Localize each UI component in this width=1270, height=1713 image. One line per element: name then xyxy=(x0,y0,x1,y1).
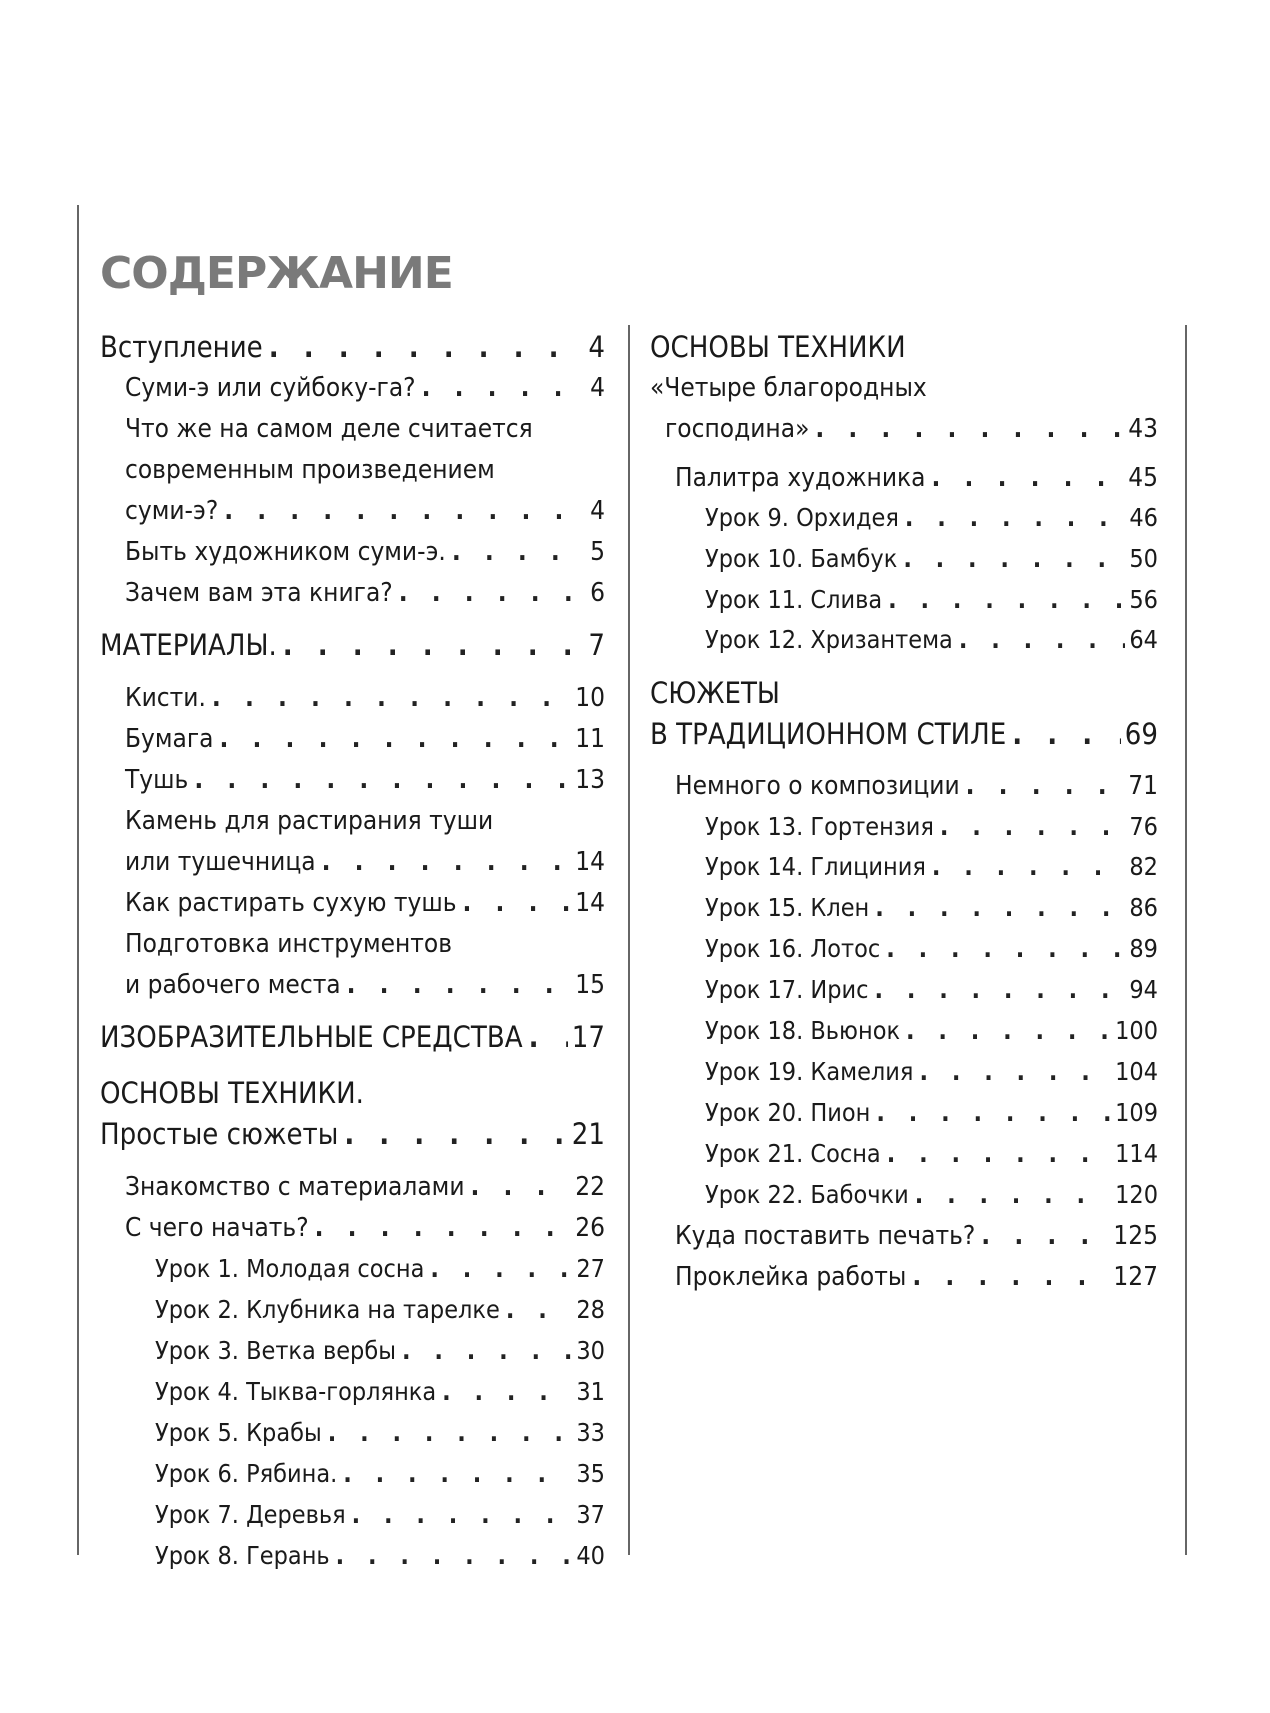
toc-entry-title: Немного о композиции xyxy=(675,771,960,801)
toc-page-number: 89 xyxy=(1129,934,1158,963)
toc-entry-title: Урок 22. Бабочки xyxy=(705,1180,909,1209)
toc-entry-title: Проклейка работы xyxy=(675,1262,907,1292)
toc-page-number: 10 xyxy=(575,683,605,713)
toc-entry-title: ОСНОВЫ ТЕХНИКИ. xyxy=(100,1076,364,1110)
toc-entry-title: Что же на самом деле считается xyxy=(125,414,533,444)
toc-dot-leader xyxy=(900,1016,1111,1046)
toc-entry-title: Вступление xyxy=(100,330,263,364)
toc-page-number: 120 xyxy=(1115,1180,1158,1209)
toc-entry xyxy=(155,1336,605,1366)
toc-entry xyxy=(705,1098,1158,1128)
toc-entry-title: «Четыре благородных xyxy=(650,373,927,403)
toc-page-number: 6 xyxy=(590,578,605,608)
toc-entry-title: ИЗОБРАЗИТЕЛЬНЫЕ СРЕДСТВА xyxy=(100,1020,523,1054)
toc-page-number: 17 xyxy=(571,1020,605,1054)
toc-dot-leader xyxy=(934,812,1125,842)
toc-page-number: 21 xyxy=(571,1117,605,1151)
toc-entry xyxy=(100,332,605,362)
toc-dot-leader xyxy=(926,852,1126,882)
toc-page-number: 104 xyxy=(1115,1057,1158,1086)
toc-dot-leader xyxy=(909,1180,1111,1210)
toc-entry-title: Урок 3. Ветка вербы xyxy=(155,1336,396,1365)
toc-page-number: 56 xyxy=(1129,585,1158,614)
toc-entry xyxy=(125,373,605,403)
toc-entry-title: ОСНОВЫ ТЕХНИКИ xyxy=(650,330,906,364)
toc-entry xyxy=(155,1418,605,1448)
toc-entry-title: Урок 10. Бамбук xyxy=(705,544,898,573)
toc-page-number: 114 xyxy=(1115,1139,1158,1168)
toc-entry-title: Как растирать сухую тушь xyxy=(125,888,457,918)
toc-dot-leader xyxy=(337,1459,572,1489)
toc-entry-title: Суми-э или суйбоку-га? xyxy=(125,373,416,403)
toc-entry xyxy=(125,888,605,918)
toc-dot-leader xyxy=(457,888,572,918)
toc-entry-title: Урок 15. Клен xyxy=(705,893,870,922)
toc-entry xyxy=(155,1377,605,1407)
toc-dot-leader xyxy=(523,1022,568,1052)
toc-dot-leader xyxy=(465,1172,572,1202)
toc-dot-leader xyxy=(424,1254,572,1284)
toc-page-number: 46 xyxy=(1129,503,1158,532)
toc-entry xyxy=(125,847,605,877)
toc-entry-title: Урок 20. Пион xyxy=(705,1098,871,1127)
toc-entry-title: Подготовка инструментов xyxy=(125,929,453,959)
toc-page-number: 11 xyxy=(575,724,605,754)
toc-page-number: 7 xyxy=(588,628,605,662)
toc-entry xyxy=(675,1221,1158,1251)
toc-entry-title: Зачем вам эта книга? xyxy=(125,578,393,608)
toc-dot-leader xyxy=(322,1418,573,1448)
toc-entry xyxy=(705,893,1158,923)
toc-entry xyxy=(650,332,906,362)
toc-entry xyxy=(705,503,1158,533)
toc-page-number: 69 xyxy=(1124,717,1158,751)
toc-dot-leader xyxy=(926,463,1125,493)
toc-entry-title: МАТЕРИАЛЫ. xyxy=(100,628,277,662)
toc-page-number: 26 xyxy=(575,1213,605,1243)
left-margin-rule xyxy=(77,205,79,1555)
toc-entry-title: СЮЖЕТЫ xyxy=(650,676,780,710)
toc-dot-leader xyxy=(263,332,585,362)
toc-entry-title: суми-э? xyxy=(125,496,219,526)
toc-entry xyxy=(100,1078,364,1108)
toc-entry xyxy=(705,975,1158,1005)
toc-dot-leader xyxy=(870,1098,1111,1128)
toc-entry-title: Урок 19. Камелия xyxy=(705,1057,914,1086)
toc-dot-leader xyxy=(436,1377,572,1407)
toc-entry-title: Урок 21. Сосна xyxy=(705,1139,881,1168)
toc-page-number: 15 xyxy=(575,970,605,1000)
toc-page-number: 50 xyxy=(1129,544,1158,573)
toc-page-number: 45 xyxy=(1128,463,1158,493)
toc-entry xyxy=(125,414,533,444)
column-divider-rule xyxy=(628,325,630,1555)
toc-page-number: 76 xyxy=(1129,812,1158,841)
toc-dot-leader xyxy=(899,503,1125,533)
toc-entry-title: Знакомство с материалами xyxy=(125,1172,465,1202)
toc-entry-title: Урок 8. Герань xyxy=(155,1541,330,1570)
toc-dot-leader xyxy=(309,1213,572,1243)
toc-page-number: 22 xyxy=(575,1172,605,1202)
toc-dot-leader xyxy=(953,625,1126,655)
toc-entry-title: Урок 18. Вьюнок xyxy=(705,1016,901,1045)
toc-entry xyxy=(125,765,605,795)
toc-entry xyxy=(125,929,452,959)
toc-entry xyxy=(705,1016,1158,1046)
toc-entry-title: Урок 1. Молодая сосна xyxy=(155,1254,425,1283)
toc-entry-title: Камень для растирания туши xyxy=(125,806,494,836)
toc-entry xyxy=(705,812,1158,842)
toc-dot-leader xyxy=(393,578,586,608)
toc-entry xyxy=(650,373,927,403)
toc-dot-leader xyxy=(897,544,1125,574)
toc-page-number: 40 xyxy=(576,1541,605,1570)
toc-entry-title: Урок 12. Хризантема xyxy=(705,625,953,654)
toc-dot-leader xyxy=(809,414,1124,444)
toc-dot-leader xyxy=(206,683,571,713)
toc-page-number: 64 xyxy=(1129,625,1158,654)
toc-page-number: 13 xyxy=(575,765,605,795)
toc-entry xyxy=(125,806,493,836)
toc-entry-title: Бумага xyxy=(125,724,214,754)
toc-dot-leader xyxy=(214,724,572,754)
toc-entry xyxy=(125,1213,605,1243)
toc-page-number: 35 xyxy=(576,1459,605,1488)
toc-entry xyxy=(100,1119,605,1149)
toc-page-number: 82 xyxy=(1129,852,1158,881)
toc-dot-leader xyxy=(500,1295,573,1325)
toc-entry xyxy=(650,678,780,708)
toc-entry xyxy=(125,724,605,754)
toc-dot-leader xyxy=(906,1262,1109,1292)
toc-entry xyxy=(125,683,605,713)
toc-entry-title: Урок 7. Деревья xyxy=(155,1500,346,1529)
right-margin-rule xyxy=(1185,325,1187,1555)
toc-page-number: 4 xyxy=(588,330,605,364)
toc-entry xyxy=(705,934,1158,964)
toc-page-number: 33 xyxy=(576,1418,605,1447)
toc-entry-title: Урок 2. Клубника на тарелке xyxy=(155,1295,500,1324)
toc-entry xyxy=(675,771,1158,801)
toc-dot-leader xyxy=(218,496,586,526)
toc-dot-leader xyxy=(330,1541,573,1571)
toc-dot-leader xyxy=(975,1221,1109,1251)
toc-entry-title: С чего начать? xyxy=(125,1213,309,1243)
toc-entry-title: Куда поставить печать? xyxy=(675,1221,976,1251)
toc-entry xyxy=(705,1057,1158,1087)
toc-page-number: 94 xyxy=(1129,975,1158,1004)
toc-entry-title: или тушечница xyxy=(125,847,316,877)
toc-entry-title: Быть художником суми-э. xyxy=(125,537,446,567)
toc-dot-leader xyxy=(1006,719,1121,749)
toc-page-number: 30 xyxy=(576,1336,605,1365)
toc-entry-title: Урок 11. Слива xyxy=(705,585,883,614)
toc-page-number: 86 xyxy=(1129,893,1158,922)
toc-dot-leader xyxy=(880,934,1125,964)
toc-page-number: 14 xyxy=(575,847,605,877)
toc-dot-leader xyxy=(882,585,1125,615)
page-title: СОДЕРЖАНИЕ xyxy=(100,248,453,299)
toc-page-number: 109 xyxy=(1115,1098,1158,1127)
toc-entry xyxy=(155,1254,605,1284)
toc-dot-leader xyxy=(416,373,587,403)
toc-entry xyxy=(665,414,1158,444)
toc-entry xyxy=(125,537,605,567)
toc-entry-title: Урок 5. Крабы xyxy=(155,1418,322,1447)
toc-entry-title: современным произведением xyxy=(125,455,495,485)
toc-entry xyxy=(100,1022,605,1052)
toc-entry-title: Тушь xyxy=(125,765,189,795)
toc-entry-title: Урок 14. Глициния xyxy=(705,852,926,881)
toc-entry xyxy=(125,970,605,1000)
toc-entry xyxy=(125,496,605,526)
toc-dot-leader xyxy=(913,1057,1111,1087)
toc-entry-title: Урок 9. Орхидея xyxy=(705,503,899,532)
toc-entry xyxy=(155,1500,605,1530)
toc-entry xyxy=(705,852,1158,882)
toc-dot-leader xyxy=(868,975,1125,1005)
toc-dot-leader xyxy=(881,1139,1111,1169)
toc-entry-title: господина» xyxy=(665,414,810,444)
toc-dot-leader xyxy=(316,847,572,877)
toc-page-number: 28 xyxy=(576,1295,605,1324)
toc-entry-title: и рабочего места xyxy=(125,970,341,1000)
toc-page-number: 43 xyxy=(1128,414,1158,444)
toc-entry xyxy=(125,578,605,608)
toc-dot-leader xyxy=(341,970,572,1000)
toc-dot-leader xyxy=(188,765,571,795)
toc-entry-title: В ТРАДИЦИОННОМ СТИЛЕ xyxy=(650,717,1007,751)
toc-entry-title: Урок 6. Рябина. xyxy=(155,1459,338,1488)
toc-entry-title: Урок 17. Ирис xyxy=(705,975,869,1004)
toc-entry xyxy=(155,1541,605,1571)
toc-entry xyxy=(125,455,495,485)
toc-page-number: 127 xyxy=(1113,1262,1158,1292)
toc-entry xyxy=(675,463,1158,493)
toc-entry-title: Урок 16. Лотос xyxy=(705,934,881,963)
toc-entry xyxy=(705,544,1158,574)
toc-entry-title: Кисти. xyxy=(125,683,206,713)
toc-dot-leader xyxy=(396,1336,572,1366)
toc-entry xyxy=(155,1295,605,1325)
toc-entry xyxy=(705,1180,1158,1210)
toc-dot-leader xyxy=(869,893,1125,923)
toc-entry xyxy=(650,719,1158,749)
toc-entry xyxy=(705,1139,1158,1169)
toc-page-number: 100 xyxy=(1115,1016,1158,1045)
toc-page-number: 31 xyxy=(576,1377,605,1406)
toc-page-number: 37 xyxy=(576,1500,605,1529)
toc-page-number: 5 xyxy=(590,537,605,567)
toc-entry xyxy=(125,1172,605,1202)
toc-entry-title: Урок 4. Тыква-горлянка xyxy=(155,1377,437,1406)
toc-page-number: 27 xyxy=(576,1254,605,1283)
toc-entry-title: Простые сюжеты xyxy=(100,1117,339,1151)
toc-entry xyxy=(155,1459,605,1489)
toc-entry xyxy=(675,1262,1158,1292)
toc-page-number: 4 xyxy=(590,373,605,403)
toc-dot-leader xyxy=(960,771,1125,801)
toc-dot-leader xyxy=(277,630,585,660)
toc-dot-leader xyxy=(446,537,586,567)
toc-entry xyxy=(705,585,1158,615)
toc-entry-title: Урок 13. Гортензия xyxy=(705,812,934,841)
toc-page-number: 71 xyxy=(1128,771,1158,801)
toc-entry xyxy=(705,625,1158,655)
toc-page-number: 14 xyxy=(575,888,605,918)
toc-entry-title: Палитра художника xyxy=(675,463,926,493)
toc-page-number: 4 xyxy=(590,496,605,526)
toc-entry xyxy=(100,630,605,660)
toc-dot-leader xyxy=(338,1119,567,1149)
toc-page-number: 125 xyxy=(1113,1221,1158,1251)
toc-dot-leader xyxy=(346,1500,573,1530)
